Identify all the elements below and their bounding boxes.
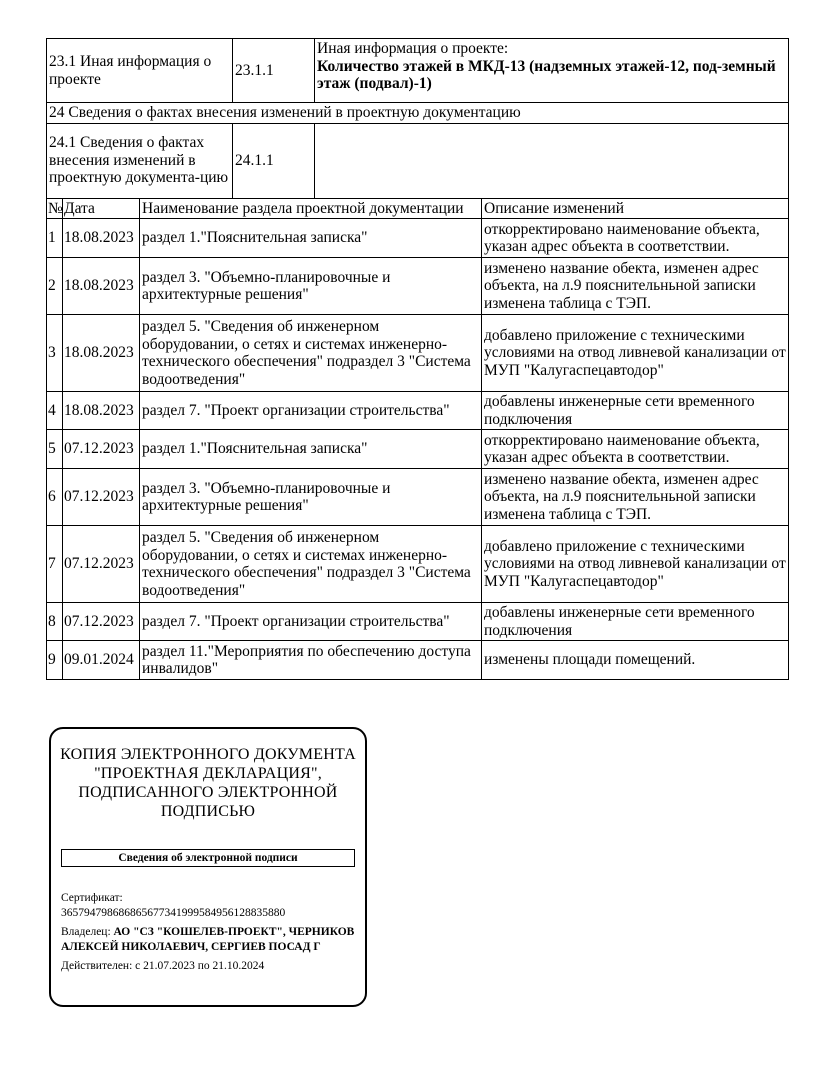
row-description: изменены площади помещений. [482, 641, 789, 680]
row-number: 1 [47, 219, 63, 258]
header-number: № [48, 199, 63, 217]
header-date: Дата [63, 198, 140, 219]
stamp-title: КОПИЯ ЭЛЕКТРОННОГО ДОКУМЕНТА "ПРОЕКТНАЯ ДЕКЛАРАЦИЯ", ПОДПИСАННОГО ЭЛЕКТРОННОЙ ПОДПИСЬЮ [60, 746, 356, 820]
owner-value: АО "СЗ "КОШЕЛЕВ-ПРОЕКТ", ЧЕРНИКОВ АЛЕКСЕЙ НИКОЛАЕВИЧ, СЕРГИЕВ ПОСАД Г [61, 926, 355, 953]
row-description: изменено название обекта, изменен адрес объекта, на л.9 пояснительньной записки изменена таблица с ТЭП. [482, 258, 789, 315]
row-section: раздел 11."Мероприятия по обеспечению доступа инвалидов" [140, 641, 482, 680]
validity-row [61, 959, 355, 974]
row-description: изменено название обекта, изменен адрес объекта, на л.9 пояснительньной записки изменена таблица с ТЭП. [482, 469, 789, 526]
row-number: 4 [47, 392, 63, 430]
table-row [47, 469, 789, 526]
row-number: 7 [47, 526, 63, 603]
row-number: 8 [47, 603, 63, 641]
section-24-1-label: 24.1 Сведения о фактах внесения изменений в проектную документа-цию [47, 123, 233, 198]
row-date: 07.12.2023 [63, 430, 140, 469]
row-section: раздел 5. "Сведения об инженерном оборудовании, о сетях и системах инженерно-технического обеспечения" подраздел 3 "Система водоотведения" [140, 315, 482, 392]
table-row [47, 430, 789, 469]
row-number: 6 [47, 469, 63, 526]
row-date: 18.08.2023 [63, 315, 140, 392]
table-row [47, 315, 789, 392]
row-number: 5 [47, 430, 63, 469]
row-24-heading [47, 103, 789, 124]
row-description: добавлены инженерные сети временного подключения [482, 392, 789, 430]
row-date: 18.08.2023 [63, 219, 140, 258]
table-row [47, 219, 789, 258]
row-section: раздел 3. "Объемно-планировочные и архитектурные решения" [140, 469, 482, 526]
row-description: добавлено приложение с техническими условиями на отвод ливневой канализации от МУП "Калугаспецавтодор" [482, 526, 789, 603]
row-description: добавлены инженерные сети временного подключения [482, 603, 789, 641]
row-description: добавлено приложение с техническими условиями на отвод ливневой канализации от МУП "Калугаспецавтодор" [482, 315, 789, 392]
section-23-1-label: 23.1 Иная информация о проекте [47, 39, 233, 103]
table-row [47, 641, 789, 680]
row-section: раздел 7. "Проект организации строительства" [140, 392, 482, 430]
row-section: раздел 7. "Проект организации строительства" [140, 603, 482, 641]
section-24-1-code: 24.1.1 [233, 123, 315, 198]
row-date: 09.01.2024 [63, 641, 140, 680]
row-section: раздел 5. "Сведения об инженерном оборудовании, о сетях и системах инженерно-технического обеспечения" подраздел 3 "Система водоотведения" [140, 526, 482, 603]
signature-details [61, 891, 355, 974]
table-row [47, 526, 789, 603]
row-section: раздел 1."Пояснительная записка" [140, 430, 482, 469]
validity-label: Действителен: [61, 960, 133, 972]
owner-row [61, 925, 355, 955]
row-date: 18.08.2023 [63, 258, 140, 315]
row-23-1 [47, 39, 789, 103]
header-description: Описание изменений [482, 198, 789, 219]
section-23-1-value-label: Иная информация о проекте: [317, 40, 509, 57]
table-row [47, 392, 789, 430]
table-row [47, 603, 789, 641]
row-date: 07.12.2023 [63, 469, 140, 526]
changes-table [46, 198, 789, 681]
row-description: откорректировано наименование объекта, указан адрес объекта в соответствии. [482, 219, 789, 258]
section-24-heading: 24 Сведения о фактах внесения изменений в проектную документацию [47, 103, 789, 124]
row-number: 2 [47, 258, 63, 315]
section-23-1-value-floors: Количество этажей в МКД-13 (надземных этажей-12, под-земный этаж (подвал)-1) [317, 57, 776, 92]
validity-value: с 21.07.2023 по 21.10.2024 [135, 960, 265, 972]
row-description: откорректировано наименование объекта, указан адрес объекта в соответствии. [482, 430, 789, 469]
electronic-signature-stamp [49, 727, 367, 1007]
row-date: 07.12.2023 [63, 603, 140, 641]
certificate-row [61, 891, 355, 921]
document-page [46, 38, 789, 680]
owner-label: Владелец: [61, 926, 111, 938]
row-section: раздел 3. "Объемно-планировочные и архитектурные решения" [140, 258, 482, 315]
project-info-table [46, 38, 789, 199]
certificate-label: Сертификат: [61, 892, 123, 904]
header-section: Наименование раздела проектной документации [140, 198, 482, 219]
row-section: раздел 1."Пояснительная записка" [140, 219, 482, 258]
signature-info-header: Сведения об электронной подписи [61, 849, 355, 867]
row-number: 3 [47, 315, 63, 392]
row-number: 9 [47, 641, 63, 680]
row-date: 07.12.2023 [63, 526, 140, 603]
table-row [47, 258, 789, 315]
section-23-1-code: 23.1.1 [233, 39, 315, 103]
row-24-1 [47, 123, 789, 198]
certificate-value: 365794798686865677341999584956128835880 [61, 907, 286, 919]
section-23-1-value [315, 39, 789, 103]
changes-header-row [47, 198, 789, 219]
section-24-1-value [315, 123, 789, 198]
row-date: 18.08.2023 [63, 392, 140, 430]
